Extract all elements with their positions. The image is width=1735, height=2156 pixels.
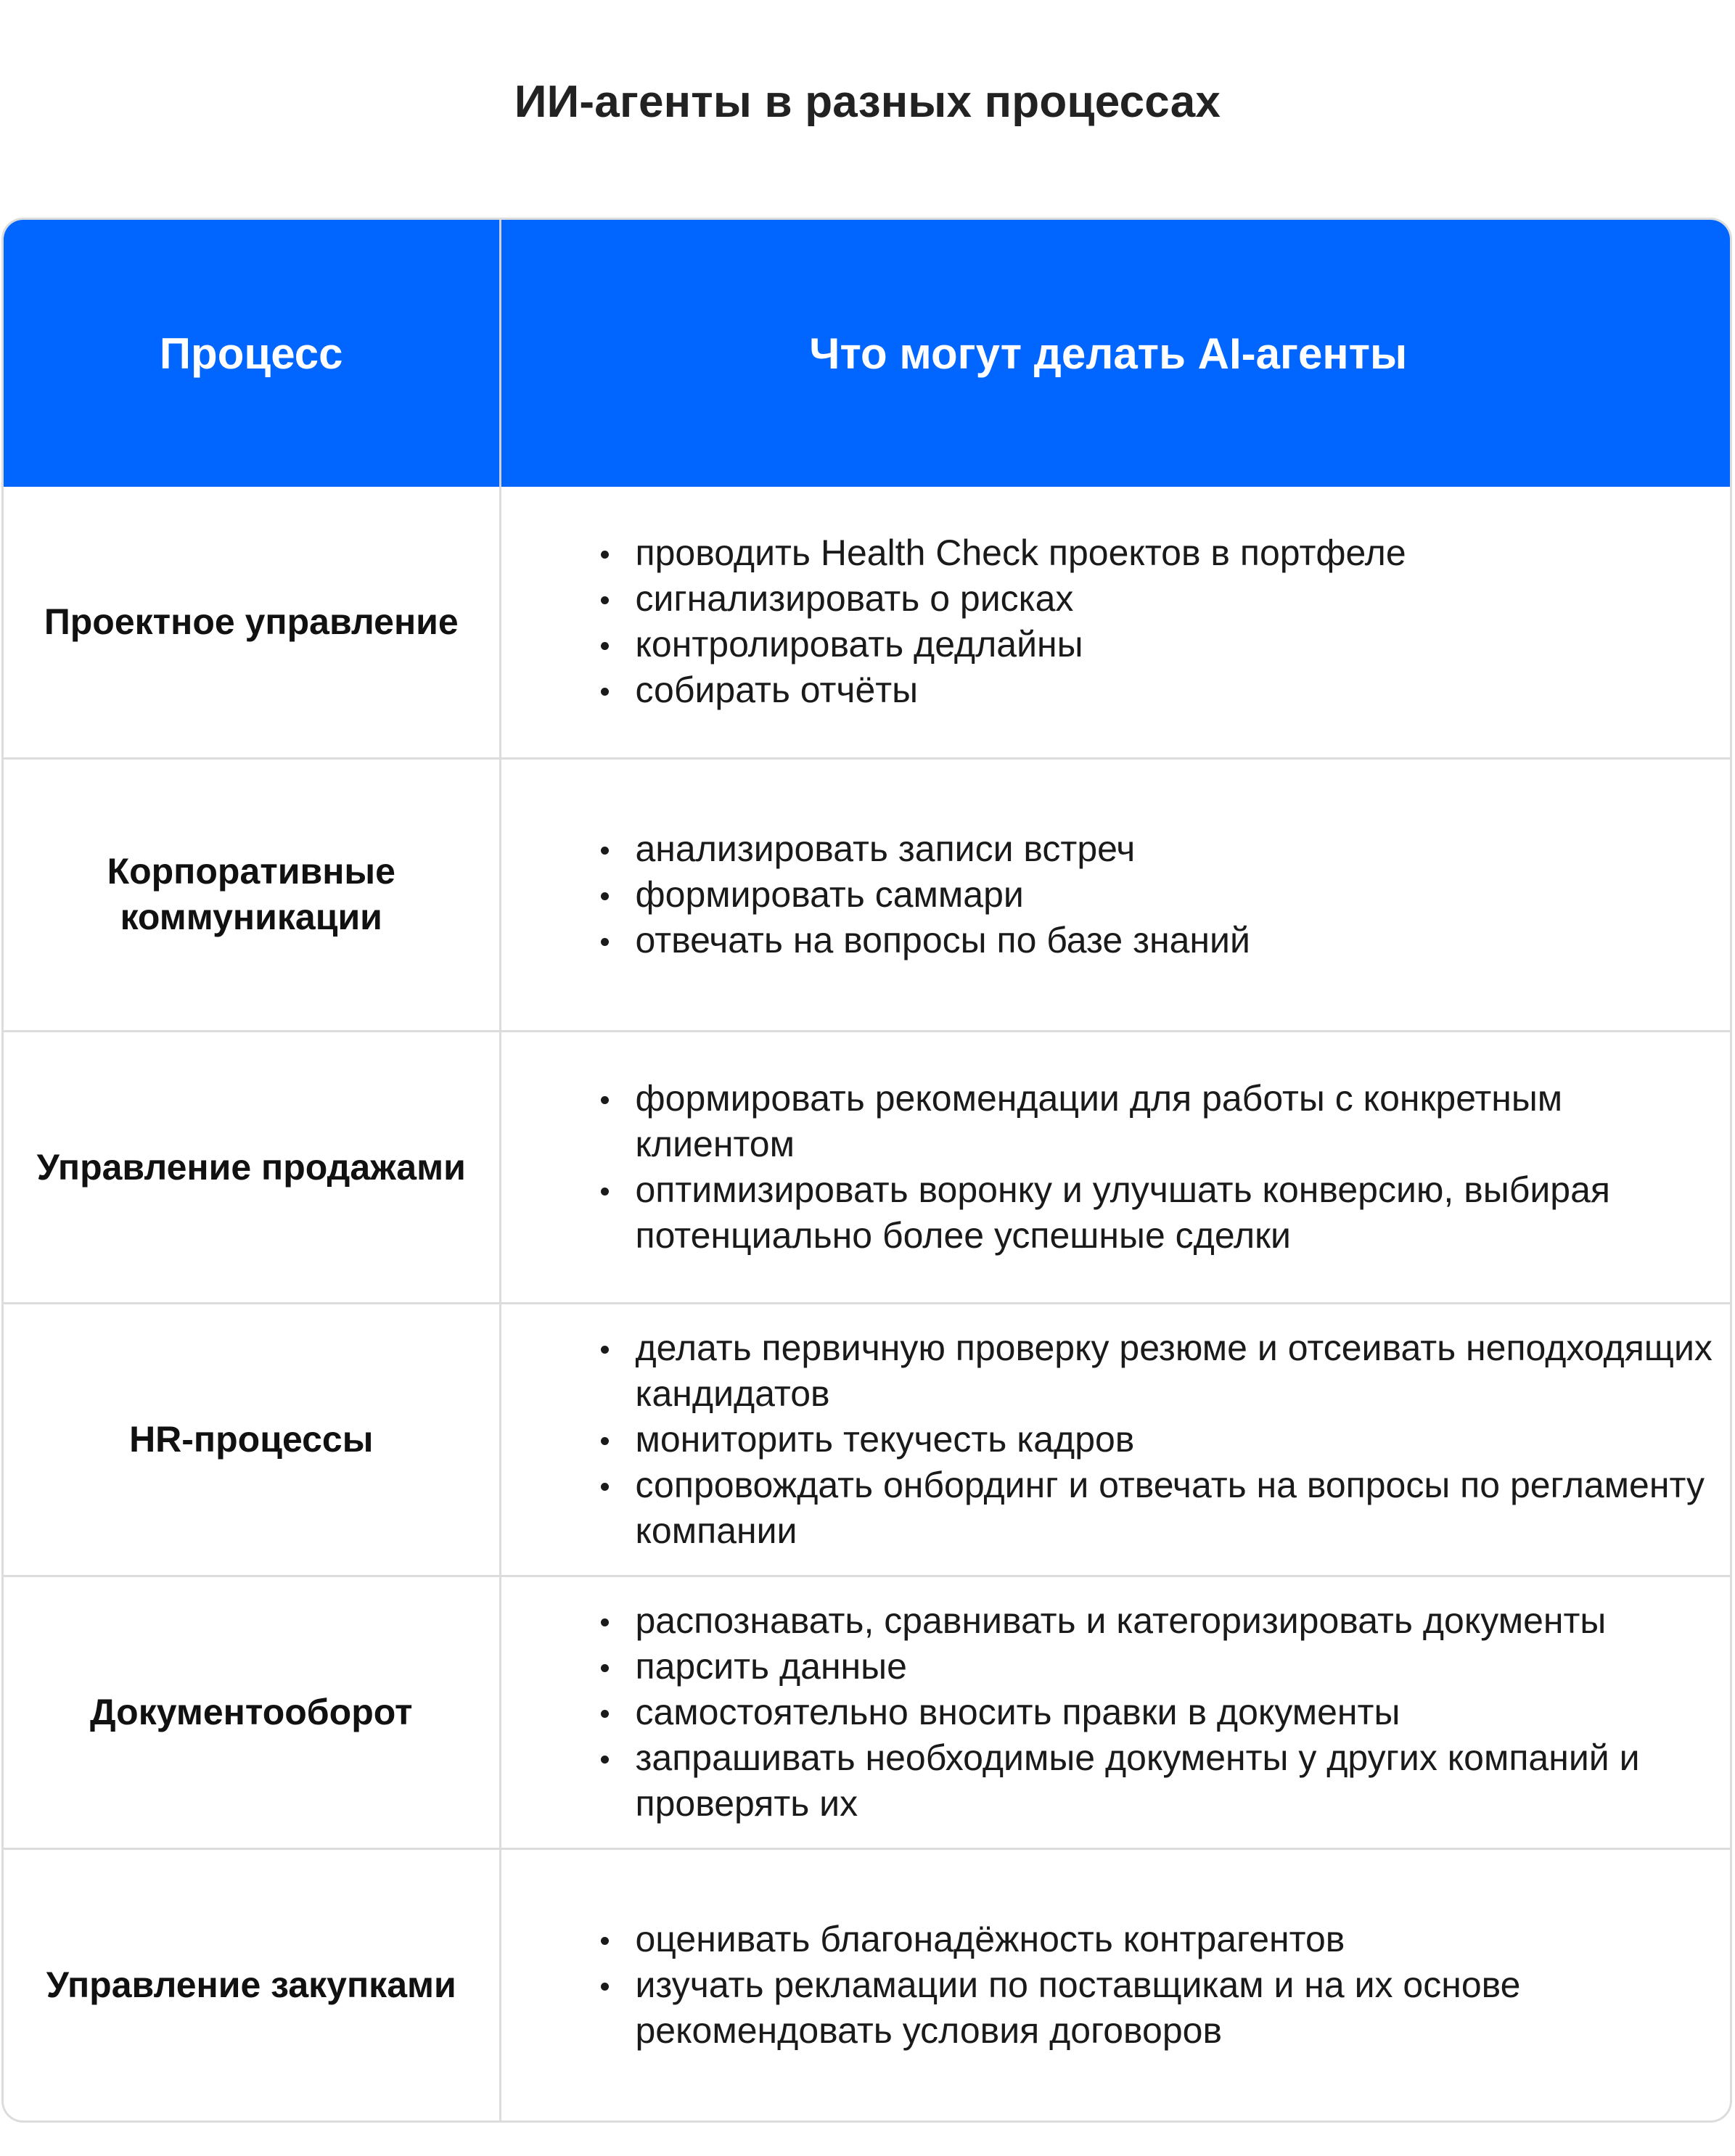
action-item: проводить Health Check проектов в портфеле [636, 530, 1716, 576]
actions-list [501, 1598, 1716, 1827]
table-row [4, 1031, 1730, 1304]
process-cell: Управление продажами [4, 1031, 500, 1304]
table-row [4, 1576, 1730, 1849]
actions-cell [500, 1849, 1730, 2120]
action-item: сопровождать онбординг и отвечать на вопросы по регламенту компании [636, 1462, 1716, 1554]
action-item: формировать саммари [636, 872, 1716, 918]
table-header-row [4, 220, 1730, 487]
action-item: оценивать благонадёжность контрагентов [636, 1917, 1716, 1962]
table-row [4, 487, 1730, 758]
action-item: анализировать записи встреч [636, 826, 1716, 872]
action-item: мониторить текучесть кадров [636, 1417, 1716, 1462]
actions-cell [500, 1576, 1730, 1849]
process-cell: Корпоративные коммуникации [4, 758, 500, 1031]
action-item: изучать рекламации по поставщикам и на их основе рекомендовать условия договоров [636, 1962, 1716, 2054]
action-item: делать первичную проверку резюме и отсеивать неподходящих кандидатов [636, 1325, 1716, 1417]
column-header-process: Процесс [4, 220, 500, 487]
action-item: парсить данные [636, 1644, 1716, 1690]
actions-cell [500, 487, 1730, 758]
action-item: оптимизировать воронку и улучшать конверсию, выбирая потенциально более успешные сделки [636, 1167, 1716, 1259]
actions-list [501, 530, 1716, 713]
actions-cell [500, 758, 1730, 1031]
actions-cell [500, 1031, 1730, 1304]
action-item: самостоятельно вносить правки в документы [636, 1690, 1716, 1735]
action-item: собирать отчёты [636, 667, 1716, 713]
actions-list [501, 1917, 1716, 2054]
action-item: контролировать дедлайны [636, 622, 1716, 667]
actions-list [501, 1325, 1716, 1554]
process-cell: Проектное управление [4, 487, 500, 758]
action-item: распознавать, сравнивать и категоризировать документы [636, 1598, 1716, 1644]
action-item: запрашивать необходимые документы у других компаний и проверять их [636, 1735, 1716, 1827]
actions-cell [500, 1304, 1730, 1576]
table-row [4, 758, 1730, 1031]
action-item: формировать рекомендации для работы с конкретным клиентом [636, 1076, 1716, 1167]
actions-list [501, 1076, 1716, 1259]
process-cell: Документооборот [4, 1576, 500, 1849]
process-cell: HR-процессы [4, 1304, 500, 1576]
process-table-container [1, 218, 1732, 2123]
column-header-actions: Что могут делать AI-агенты [500, 220, 1730, 487]
table-row [4, 1304, 1730, 1576]
process-table [4, 220, 1730, 2120]
page-title: ИИ-агенты в разных процессах [514, 77, 1221, 127]
action-item: отвечать на вопросы по базе знаний [636, 918, 1716, 963]
action-item: сигнализировать о рисках [636, 576, 1716, 622]
actions-list [501, 826, 1716, 963]
process-cell: Управление закупками [4, 1849, 500, 2120]
table-row [4, 1849, 1730, 2120]
